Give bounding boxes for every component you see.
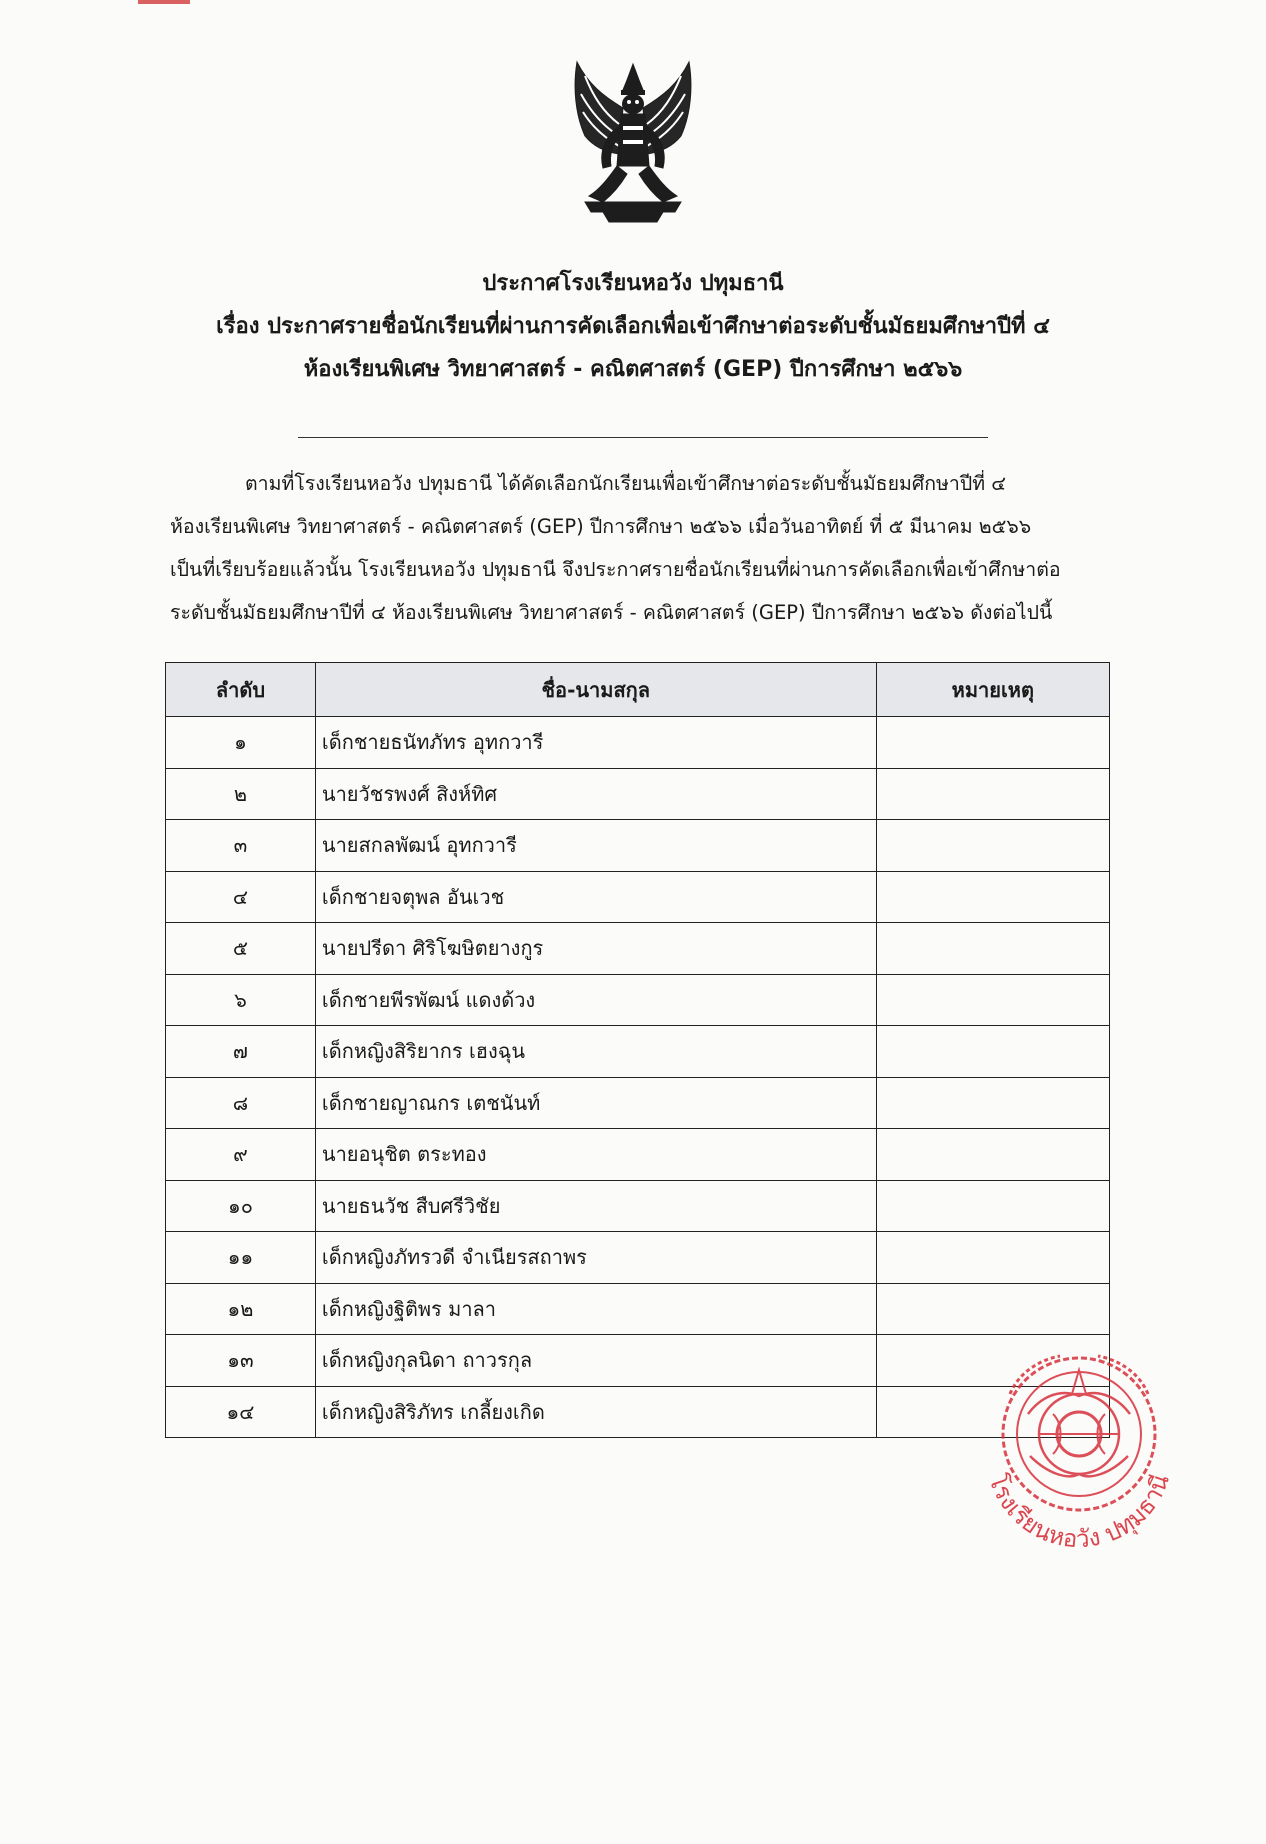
- row-number: ๑๔: [166, 1386, 316, 1438]
- table-row: [166, 1283, 1110, 1335]
- row-name: เด็กชายจตุพล อันเวช: [315, 871, 876, 923]
- table-row: [166, 1077, 1110, 1129]
- table-row: [166, 717, 1110, 769]
- header-divider: [298, 437, 988, 438]
- table-header-row: [166, 663, 1110, 717]
- body-line-3: เป็นที่เรียบร้อยแล้วนั้น โรงเรียนหอวัง ปทุมธานี จึงประกาศรายชื่อนักเรียนที่ผ่านการคัดเลือกเพื่อเข้าศึกษาต่อ: [170, 558, 1061, 581]
- school-seal-icon: [968, 1334, 1190, 1556]
- row-number: ๑๓: [166, 1335, 316, 1387]
- row-remark: [876, 1283, 1109, 1335]
- top-edge-mark: [138, 0, 190, 4]
- row-remark: [876, 1129, 1109, 1181]
- header-remark: หมายเหตุ: [876, 663, 1109, 717]
- table-row: [166, 1026, 1110, 1078]
- table-row: [166, 1180, 1110, 1232]
- row-remark: [876, 1232, 1109, 1284]
- announcement-header: [0, 262, 1266, 391]
- row-name: นายปรีดา ศิริโฆษิตยางกูร: [315, 923, 876, 975]
- row-name: เด็กหญิงภัทรวดี จำเนียรสถาพร: [315, 1232, 876, 1284]
- row-number: ๖: [166, 974, 316, 1026]
- table-row: [166, 1232, 1110, 1284]
- row-name: เด็กชายธนัทภัทร อุทกวารี: [315, 717, 876, 769]
- row-remark: [876, 768, 1109, 820]
- row-name: นายวัชรพงศ์ สิงห์ทิศ: [315, 768, 876, 820]
- row-number: ๗: [166, 1026, 316, 1078]
- row-number: ๑: [166, 717, 316, 769]
- row-remark: [876, 820, 1109, 872]
- body-line-2: ห้องเรียนพิเศษ วิทยาศาสตร์ - คณิตศาสตร์ (GEP) ปีการศึกษา ๒๕๖๖ เมื่อวันอาทิตย์ ที่ ๕ มีนาคม ๒๕๖๖: [170, 515, 1032, 538]
- table-row: [166, 768, 1110, 820]
- row-remark: [876, 974, 1109, 1026]
- row-number: ๔: [166, 871, 316, 923]
- table-row: [166, 1129, 1110, 1181]
- row-number: ๑๐: [166, 1180, 316, 1232]
- announcement-body: [170, 462, 1106, 634]
- row-name: นายธนวัช สืบศรีวิชัย: [315, 1180, 876, 1232]
- table-row: [166, 923, 1110, 975]
- row-remark: [876, 871, 1109, 923]
- row-remark: [876, 923, 1109, 975]
- row-number: ๙: [166, 1129, 316, 1181]
- row-number: ๓: [166, 820, 316, 872]
- garuda-emblem-icon: [563, 56, 703, 228]
- row-name: นายสกลพัฒน์ อุทกวารี: [315, 820, 876, 872]
- row-number: ๕: [166, 923, 316, 975]
- row-remark: [876, 717, 1109, 769]
- announcement-title: ประกาศโรงเรียนหอวัง ปทุมธานี: [482, 271, 784, 296]
- row-number: ๒: [166, 768, 316, 820]
- row-name: เด็กหญิงสิริยากร เฮงฉุน: [315, 1026, 876, 1078]
- student-list-table: [165, 662, 1110, 1438]
- announcement-program: ห้องเรียนพิเศษ วิทยาศาสตร์ - คณิตศาสตร์ (GEP) ปีการศึกษา ๒๕๖๖: [303, 357, 963, 382]
- table-row: [166, 820, 1110, 872]
- row-number: ๑๒: [166, 1283, 316, 1335]
- row-remark: [876, 1180, 1109, 1232]
- header-name: ชื่อ-นามสกุล: [315, 663, 876, 717]
- row-name: เด็กหญิงฐิติพร มาลา: [315, 1283, 876, 1335]
- row-name: นายอนุชิต ตระทอง: [315, 1129, 876, 1181]
- body-line-1: ตามที่โรงเรียนหอวัง ปทุมธานี ได้คัดเลือกนักเรียนเพื่อเข้าศึกษาต่อระดับชั้นมัธยมศึกษาปีที่ ๔: [245, 472, 1007, 495]
- row-remark: [876, 1077, 1109, 1129]
- announcement-subject: เรื่อง ประกาศรายชื่อนักเรียนที่ผ่านการคัดเลือกเพื่อเข้าศึกษาต่อระดับชั้นมัธยมศึกษาปีที่ ๔: [216, 314, 1050, 339]
- row-number: ๑๑: [166, 1232, 316, 1284]
- row-remark: [876, 1026, 1109, 1078]
- table-row: [166, 974, 1110, 1026]
- body-line-4: ระดับชั้นมัธยมศึกษาปีที่ ๔ ห้องเรียนพิเศษ วิทยาศาสตร์ - คณิตศาสตร์ (GEP) ปีการศึกษา ๒๕๖๖ ดังต่อไปนี้: [170, 601, 1053, 624]
- row-name: เด็กชายพีรพัฒน์ แดงด้วง: [315, 974, 876, 1026]
- table-row: [166, 871, 1110, 923]
- row-name: เด็กชายญาณกร เตชนันท์: [315, 1077, 876, 1129]
- seal-text: โรงเรียนหอวัง ปทุมธานี: [983, 1470, 1175, 1554]
- header-order: ลำดับ: [166, 663, 316, 717]
- row-name: เด็กหญิงสิริภัทร เกลี้ยงเกิด: [315, 1386, 876, 1438]
- row-number: ๘: [166, 1077, 316, 1129]
- row-name: เด็กหญิงกุลนิดา ถาวรกุล: [315, 1335, 876, 1387]
